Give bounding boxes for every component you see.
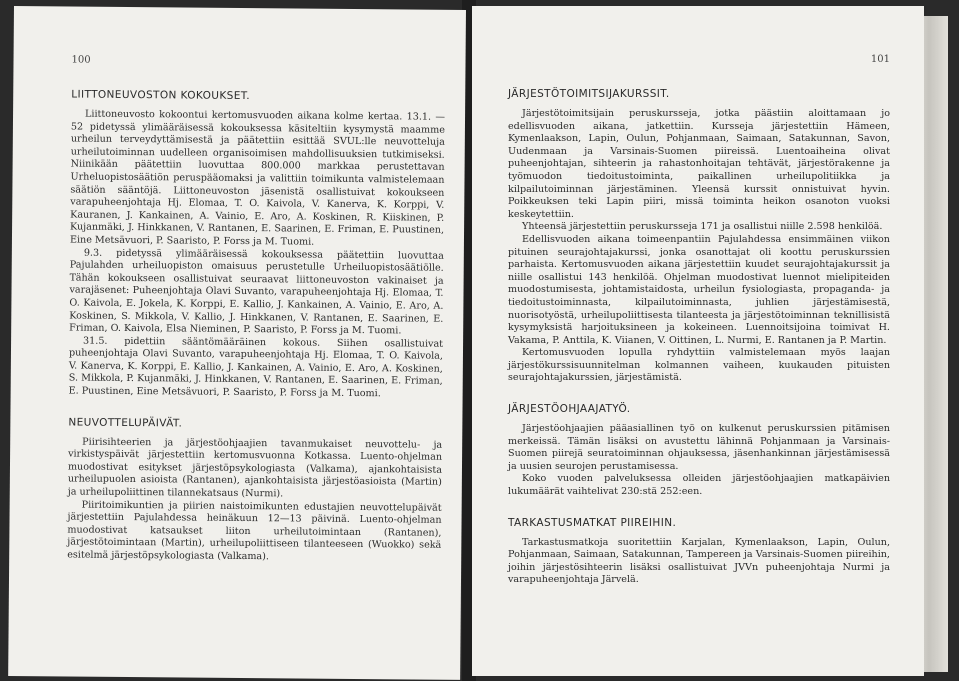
paragraph: Tarkastusmatkoja suoritettiin Karjalan, Kymenlaakson, Lapin, Oulun, Pohjanmaan, Saimaan, Satakunnan, Tampereen ja Varsinais-Suomen piireihin, joihin järjestösihteerin lisäksi osallistuivat JVVn puheenjohtaja Nurmi ja varapuheenjohtaja Järvelä. [508,536,890,586]
paragraph: 31.5. pidettiin sääntömääräinen kokous. Siihen osallistuivat puheenjohtaja Olavi Suvanto, varapuheenjohtaja Hj. Elomaa, T. O. Kaivola, V. Kanerva, K. Korppi, E. Kallio, J. Kankainen, A. Vainio, E. Aro, A. Koskinen, S. Mikkola, P. Kujanmäki, J. Hinkkanen, V. Rantanen, E. Saarinen, E. Friman, E. Puustinen, Eine Metsävuori, P. Saaristo, P. Forss ja M. Tuomi. [68,335,444,400]
paragraph: Yhteensä järjestettiin peruskursseja 171 ja osallistui niille 2.598 henkilöä. [522,221,883,233]
right-page [472,6,924,676]
section-heading: NEUVOTTELUPÄIVÄT. [68,416,183,430]
paragraph: Liittoneuvosto kokoontui kertomusvuoden aikana kolme kertaa. 13.1. —52 pidetyssä ylimääräisessä kokouksessa käsiteltiin kysymystä maamme urheilun terveydyttämisestä ja päätettiin esittää SVUL:lle neuvotteluja urheilutoiminnan uudelleen organisoimisen mahdollisuuksien tutkimiseksi. Niinikään päätettiin luovuttaa 800.000 markkaa perustettavan Urheluopistosäätiön peruspääomaksi ja valittiin toimikunta valmistelemaan säätiön sääntöjä. Liittoneuvoston jäsenistä osallistuivat kokoukseen varapuheenjohtaja Hj. Elomaa, T. O. Kaivola, V. Kanerva, K. Korppi, V. Kauranen, J. Kankainen, A. Vainio, E. Aro, A. Koskinen, R. Kiiskinen, P. Kujanmäki, J. Hinkkanen, V. Rantanen, E. Saarinen, E. Friman, E. Puustinen, Eine Metsävuori, P. Saaristo, P. Forss ja M. Tuomi. [69,108,446,248]
page-number: 101 [870,54,890,65]
section-heading: JÄRJESTÖOHJAAJATYÖ. [508,403,631,416]
paragraph: Kertomusvuoden lopulla ryhdyttiin valmistelemaan myös laajan järjestökurssisuunnitelman kolmannen vaiheen, kuukauden pituisten seurajohtajakurssien, järjestämistä. [508,347,890,384]
left-page [8,6,466,680]
page-number: 100 [71,54,91,66]
section-heading: TARKASTUSMATKAT PIIREIHIN. [508,516,677,529]
right-page-content [508,88,890,587]
section-heading: LIITTONEUVOSTON KOKOUKSET. [71,88,251,103]
paragraph: Koko vuoden palveluksessa olleiden järjestöohjaajien matkapäivien lukumäärät vaihtelivat 230:stä 252:een. [508,473,890,498]
section-heading: JÄRJESTÖTOIMITSIJAKURSSIT. [508,88,670,100]
left-page-content [67,89,445,566]
paragraph: 9.3. pidetyssä ylimääräisessä kokouksessa päätettiin luovuttaa Pajulahden urheiluopiston omaisuus perustetulle Urheiluopistosäätiölle. Tähän kokoukseen osallistuivat seuraavat liittoneuvoston vakinaiset ja varajäsenet: Puheenjohtaja Olavi Suvanto, varapuheenjohtaja Hj. Elomaa, T. O. Kaivola, E. Jokela, K. Korppi, E. Kallio, J. Kankainen, A. Vainio, E. Aro, A. Koskinen, S. Mikkola, V. Kallio, J. Hinkkanen, V. Rantanen, E. Saarinen, E. Friman, O. Kaivola, Elsa Nieminen, P. Saaristo, P. Forss ja M. Tuomi. [69,247,444,337]
paragraph: Edellisvuoden aikana toimeenpantiin Pajulahdessa ensimmäinen viikon pituinen seurajohtajakurssi, jonka osanottajat oli koottu peruskurssien parhaista. Kertomusvuoden aikana järjestettiin kuudet seurajohtajakurssit ja niille osallistui 143 henkilöä. Ohjelman muodostivat luennot mielipiteiden muodostumisesta, johtamistaidosta, urheilun fysiologiasta, propaganda- ja tiedoitustoiminnasta, kilpailutoiminnasta, juhlien järjestämisestä, nuorisotyöstä, urheilupoliittisesta tilanteesta ja järjestötoiminnan teknillisistä kysymyksistä harjoituksineen ja kokeineen. Luennoitsijoina toimivat H. Vakama, P. Anttila, K. Viianen, V. Oittinen, L. Nurmi, E. Rantanen ja P. Martin. [508,233,890,346]
paragraph: Piirisihteerien ja järjestöohjaajien tavanmukaiset neuvottelu- ja virkistyspäivät järjestettiin kertomusvuonna Kotkassa. Luento-ohjelman muodostivat esitykset järjestöpsykologiasta (Valkama), ajankohtaisista urheilupuolen asioista (Rantanen), ajankohtaisista järjestöasioista (Martin) ja urheilupoliittinen tilannekatsaus (Nurmi). [67,436,443,500]
paragraph: Järjestötoimitsijain peruskursseja, jotka päästiin aloittamaan jo edellisvuoden aikana, jatkettiin. Kursseja järjestettiin Hämeen, Kymenlaakson, Lapin, Oulun, Pohjanmaan, Saimaan, Satakunnan, Savon, Uudenmaan ja Varsinais-Suomen piireissä. Luentoaiheina olivat puheenjohtajan, sihteerin ja rahastonhoitajan tehtävät, järjestörakenne ja työmuodon tiedoitustoiminta, paikallinen urheilupolitiikka ja kilpailutoiminnan järjestäminen. Yleensä kurssit onnistuivat hyvin. Poikkeuksen teki Lapin piiri, missä toiminta heikon osanoton vuoksi keskeytettiin. [508,108,890,220]
paragraph: Järjestöohjaajien pääasiallinen työ on kulkenut peruskurssien pitämisen merkeissä. Tämän lisäksi on avustettu lähinnä Pohjanmaan ja Varsinais-Suomen piirejä seuratoiminnan ohjauksessa, jäsenhankinnan järjestämisessä ja uusien seurojen perustamisessa. [508,423,890,472]
paragraph: Piiritoimikuntien ja piirien naistoimikunten edustajien neuvottelupäivät järjestettiin Pajulahdessa heinäkuun 12—13 päivinä. Luento-ohjelman muodostivat katsaukset liiton urheilutoimintaan (Rantanen), järjestötoimintaan (Martin), urheilupoliittiseen tilanteeseen (Wuokko) sekä esitelmä järjestöpsykologiasta (Valkama). [67,499,442,563]
